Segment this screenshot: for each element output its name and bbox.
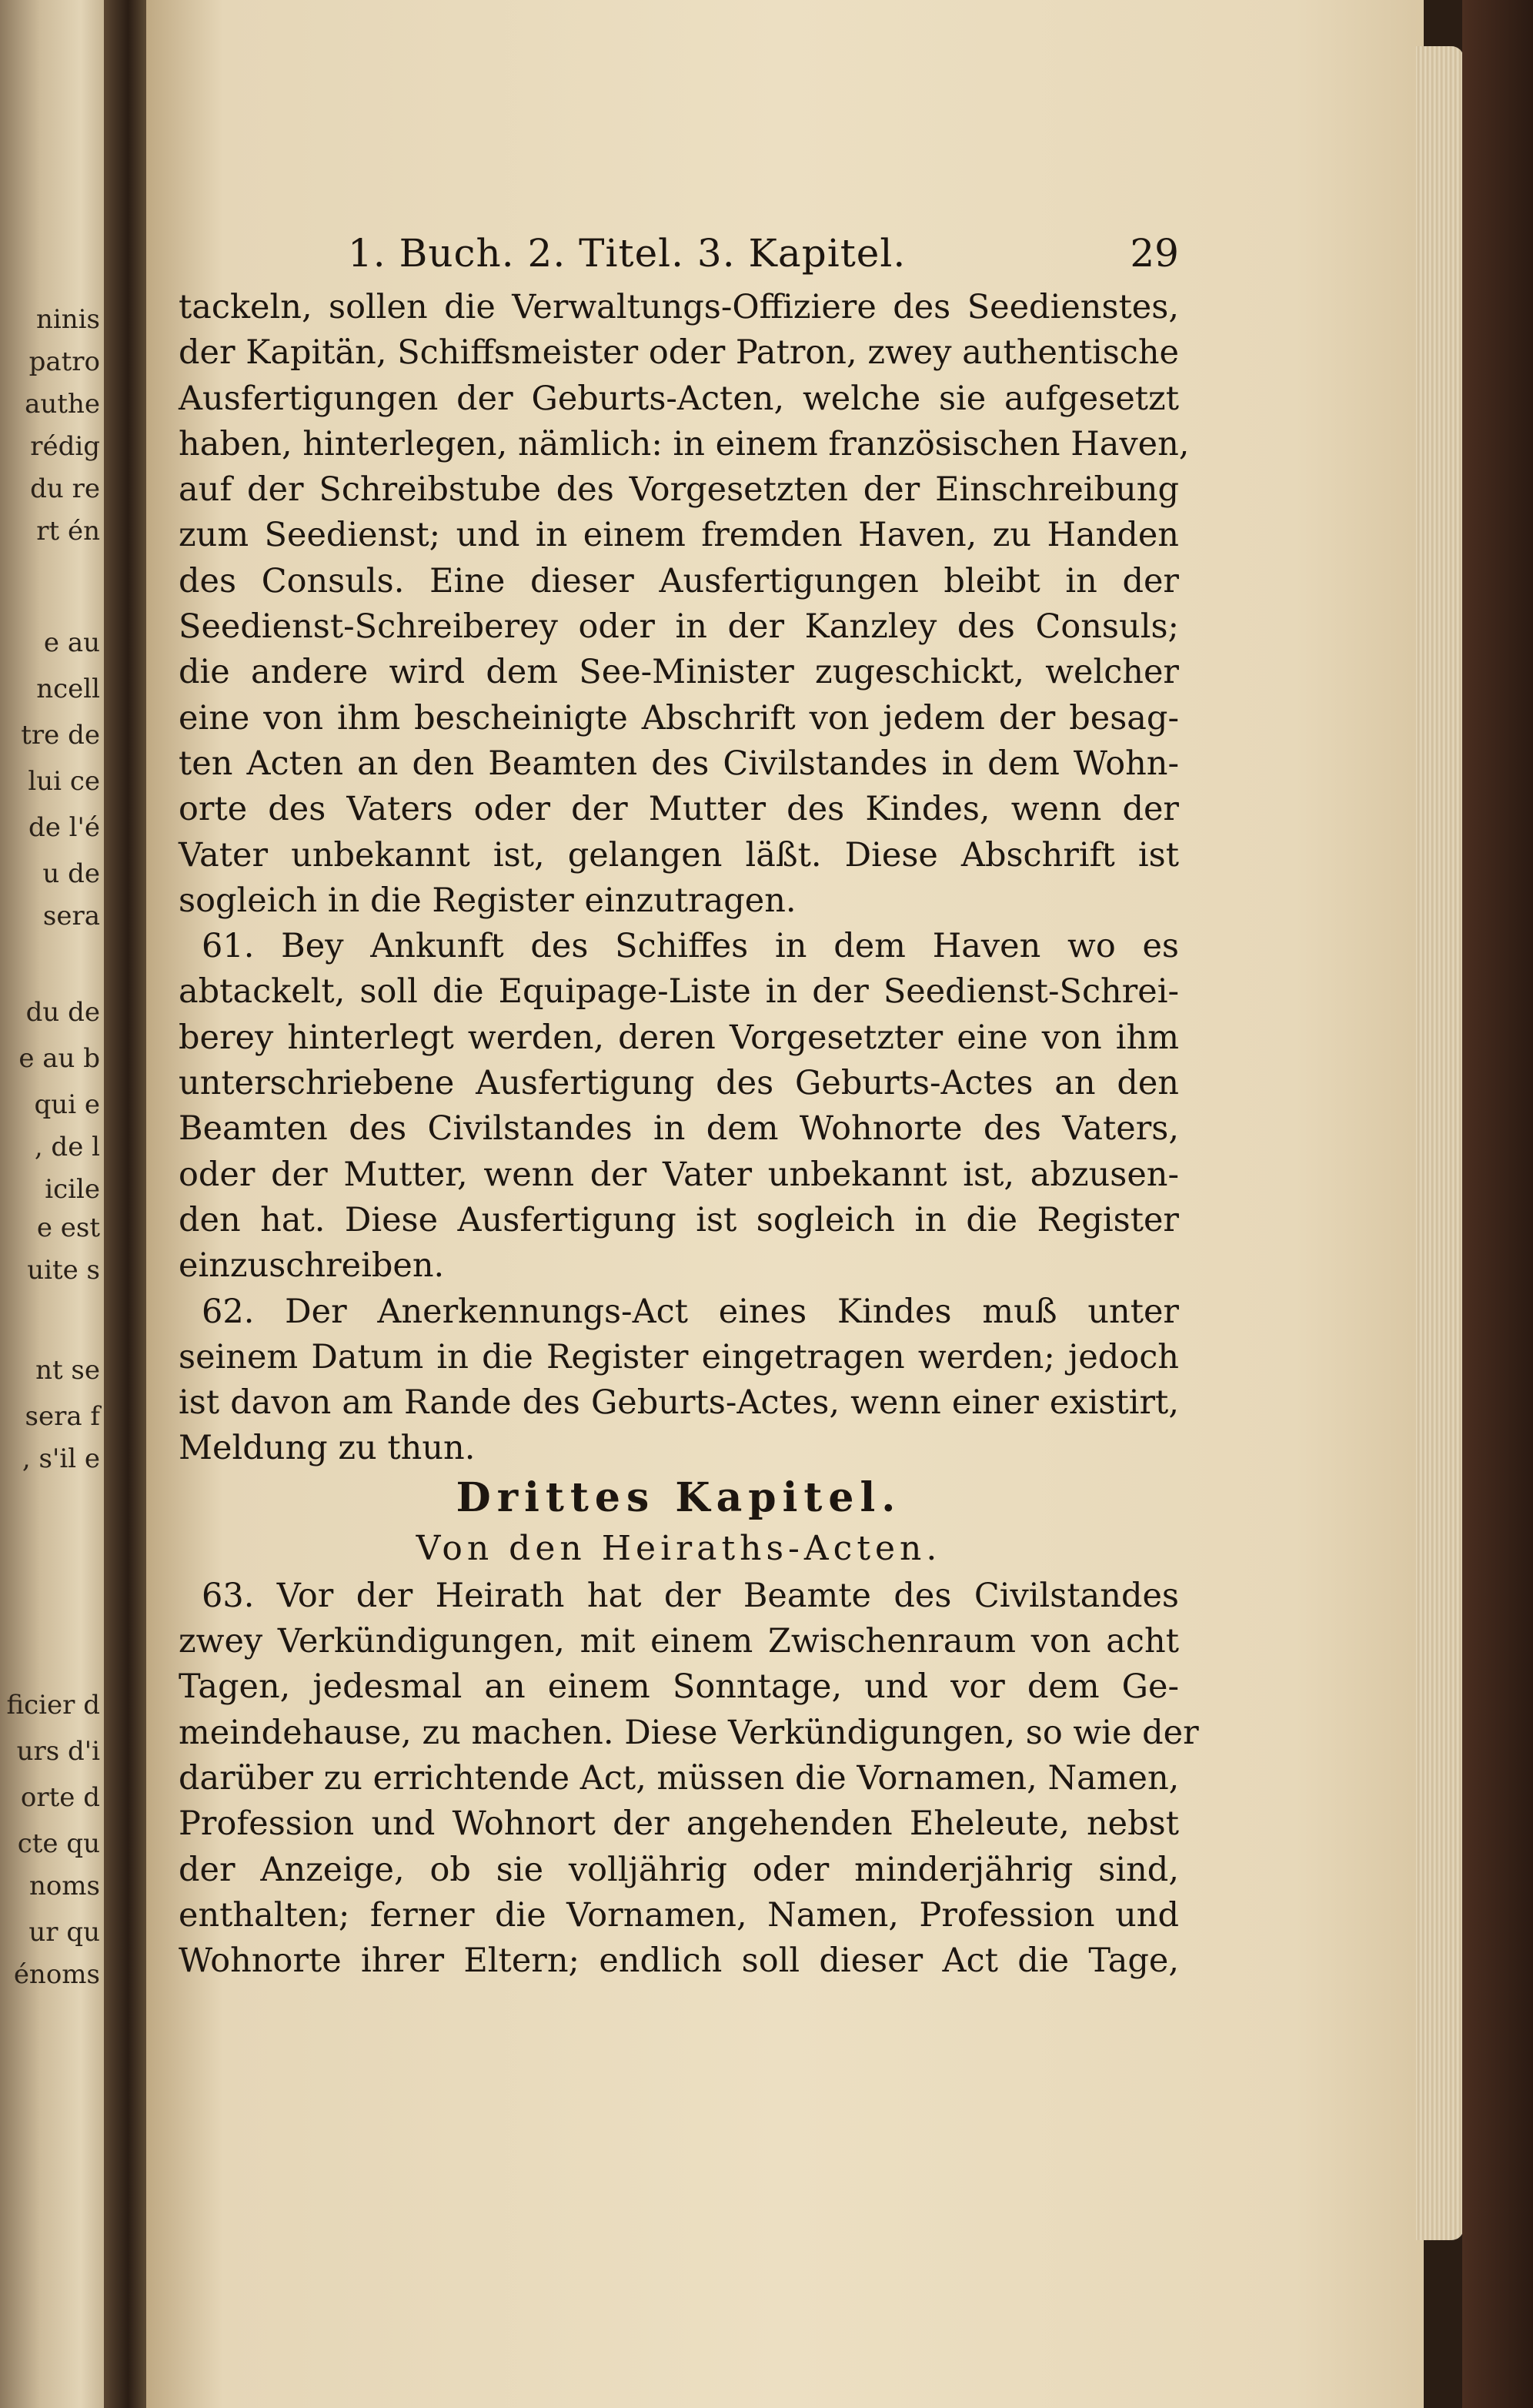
facing-page-fragment: e est bbox=[36, 1212, 100, 1243]
text-line: darüber zu errichtende Act, müssen die Vornamen, Namen, bbox=[179, 1758, 1180, 1798]
text-line: zum Seedienst; und in einem fremden Haven, zu Handen bbox=[179, 516, 1179, 555]
text-line: die andere wird dem See-Minister zugeschickt, welcher bbox=[179, 653, 1179, 692]
book-cover bbox=[1462, 0, 1533, 2408]
text-line: haben, hinterlegen, nämlich: in einem französischen Haven, bbox=[179, 424, 1190, 463]
page-text bbox=[179, 231, 1199, 1984]
facing-page-fragment: énoms bbox=[13, 1959, 100, 1990]
paragraph-63 bbox=[179, 1574, 1199, 1985]
text-line: abtackelt, soll die Equipage-Liste in der Seedienst-Schrei- bbox=[179, 972, 1179, 1012]
text-line: 63. Vor der Heirath hat der Beamte des Civilstandes bbox=[202, 1576, 1179, 1615]
text-line: der Kapitän, Schiffsmeister oder Patron, zwey authentische bbox=[179, 333, 1179, 373]
paragraph-61 bbox=[179, 924, 1179, 1289]
facing-page-fragment: rédig bbox=[30, 431, 100, 462]
text-line: unterschriebene Ausfertigung des Geburts-Actes an den bbox=[179, 1064, 1179, 1103]
text-line: ist davon am Rande des Geburts-Actes, wenn einer existirt, bbox=[179, 1383, 1179, 1423]
facing-page-fragment: e au b bbox=[18, 1043, 100, 1074]
facing-page-fragment: de l'é bbox=[28, 812, 100, 843]
text-line: Tagen, jedesmal an einem Sonntage, und vor dem Ge- bbox=[179, 1667, 1179, 1707]
text-line: eine von ihm bescheinigte Abschrift von jedem der besag- bbox=[179, 698, 1179, 737]
text-line: einzuschreiben. bbox=[179, 1246, 445, 1286]
facing-page-fragment: noms bbox=[28, 1871, 100, 1901]
facing-page-fragment: patro bbox=[28, 346, 100, 377]
facing-page-fragment: cte qu bbox=[17, 1828, 100, 1859]
running-head: 1. Buch. 2. Titel. 3. Kapitel. bbox=[348, 231, 907, 276]
facing-page-fragment: e au bbox=[43, 627, 100, 658]
facing-page-fragment: du de bbox=[25, 997, 100, 1028]
facing-page-fragment: nt se bbox=[35, 1355, 100, 1386]
text-line: zwey Verkündigungen, mit einem Zwischenraum von acht bbox=[179, 1622, 1179, 1661]
text-line: ten Acten an den Beamten des Civilstandes in dem Wohn- bbox=[179, 744, 1179, 783]
text-line: Profession und Wohnort der angehenden Eheleute, nebst bbox=[179, 1804, 1179, 1844]
text-line: der Anzeige, ob sie volljährig oder minderjährig sind, bbox=[179, 1850, 1179, 1889]
facing-page-fragment: tre de bbox=[21, 720, 100, 751]
paragraph-62 bbox=[179, 1289, 1179, 1472]
chapter-title: Drittes Kapitel. bbox=[456, 1473, 902, 1521]
text-line: meindehause, zu machen. Diese Verkündigungen, so wie der bbox=[179, 1713, 1199, 1752]
text-line: tackeln, sollen die Verwaltungs-Offiziere des Seedienstes, bbox=[179, 288, 1179, 326]
text-line: berey hinterlegt werden, deren Vorgesetzter eine von ihm bbox=[179, 1018, 1179, 1057]
paragraph-60 bbox=[179, 285, 1190, 924]
text-line: enthalten; ferner die Vornamen, Namen, Profession und bbox=[179, 1895, 1179, 1935]
text-line: seinem Datum in die Register eingetragen werden; jedoch bbox=[179, 1337, 1179, 1376]
text-line: 62. Der Anerkennungs-Act eines Kindes muß unter bbox=[202, 1292, 1179, 1331]
running-header bbox=[179, 231, 1179, 285]
text-line: Vater unbekannt ist, gelangen läßt. Diese Abschrift ist bbox=[179, 835, 1179, 875]
facing-page-fragment: sera bbox=[42, 901, 100, 931]
facing-page-fragment: ur qu bbox=[28, 1917, 100, 1948]
facing-page-fragment: icile bbox=[45, 1174, 100, 1205]
facing-page-fragment: ficier d bbox=[6, 1690, 100, 1721]
facing-page-fragment: orte d bbox=[20, 1782, 100, 1813]
text-line: Beamten des Civilstandes in dem Wohnorte des Vaters, bbox=[179, 1109, 1179, 1149]
facing-page-fragment: qui e bbox=[34, 1089, 100, 1120]
facing-page-fragment: urs d'i bbox=[16, 1736, 100, 1767]
text-line: den hat. Diese Ausfertigung ist sogleich in die Register bbox=[179, 1200, 1179, 1239]
text-line: sogleich in die Register einzutragen. bbox=[179, 881, 797, 920]
text-line: orte des Vaters oder der Mutter des Kindes, wenn der bbox=[179, 790, 1179, 829]
facing-page-fragment: uite s bbox=[27, 1255, 100, 1286]
facing-page-fragment: ninis bbox=[36, 304, 100, 335]
facing-page-fragment: sera f bbox=[25, 1401, 100, 1432]
text-line: Ausfertigungen der Geburts-Acten, welche sie aufgesetzt bbox=[179, 379, 1179, 418]
facing-page-fragment: lui ce bbox=[28, 766, 100, 797]
text-line: Wohnorte ihrer Eltern; endlich soll dieser Act die Tage, bbox=[179, 1941, 1179, 1981]
page-number: 29 bbox=[1130, 231, 1179, 276]
facing-page-fragment: , s'il e bbox=[22, 1443, 100, 1474]
facing-page-fragment: u de bbox=[42, 858, 100, 889]
text-line: auf der Schreibstube des Vorgesetzten der Einschreibung bbox=[179, 470, 1179, 510]
text-line: oder der Mutter, wenn der Vater unbekannt ist, abzusen- bbox=[179, 1155, 1179, 1194]
page-edges bbox=[1416, 46, 1464, 2240]
facing-page-fragment: , de l bbox=[34, 1132, 100, 1162]
facing-page-fragment: du re bbox=[30, 473, 100, 504]
facing-page-fragment: authe bbox=[25, 389, 100, 420]
chapter-subtitle: Von den Heiraths-Acten. bbox=[416, 1528, 942, 1568]
facing-page-edge bbox=[0, 0, 115, 2408]
text-line: des Consuls. Eine dieser Ausfertigungen bleibt in der bbox=[179, 561, 1179, 600]
text-line: Meldung zu thun. bbox=[179, 1429, 476, 1468]
text-line: Seedienst-Schreiberey oder in der Kanzley des Consuls; bbox=[179, 607, 1179, 647]
text-line: 61. Bey Ankunft des Schiffes in dem Haven wo es bbox=[202, 927, 1179, 966]
facing-page-fragment: ncell bbox=[36, 674, 100, 704]
facing-page-fragment: rt én bbox=[36, 516, 100, 547]
